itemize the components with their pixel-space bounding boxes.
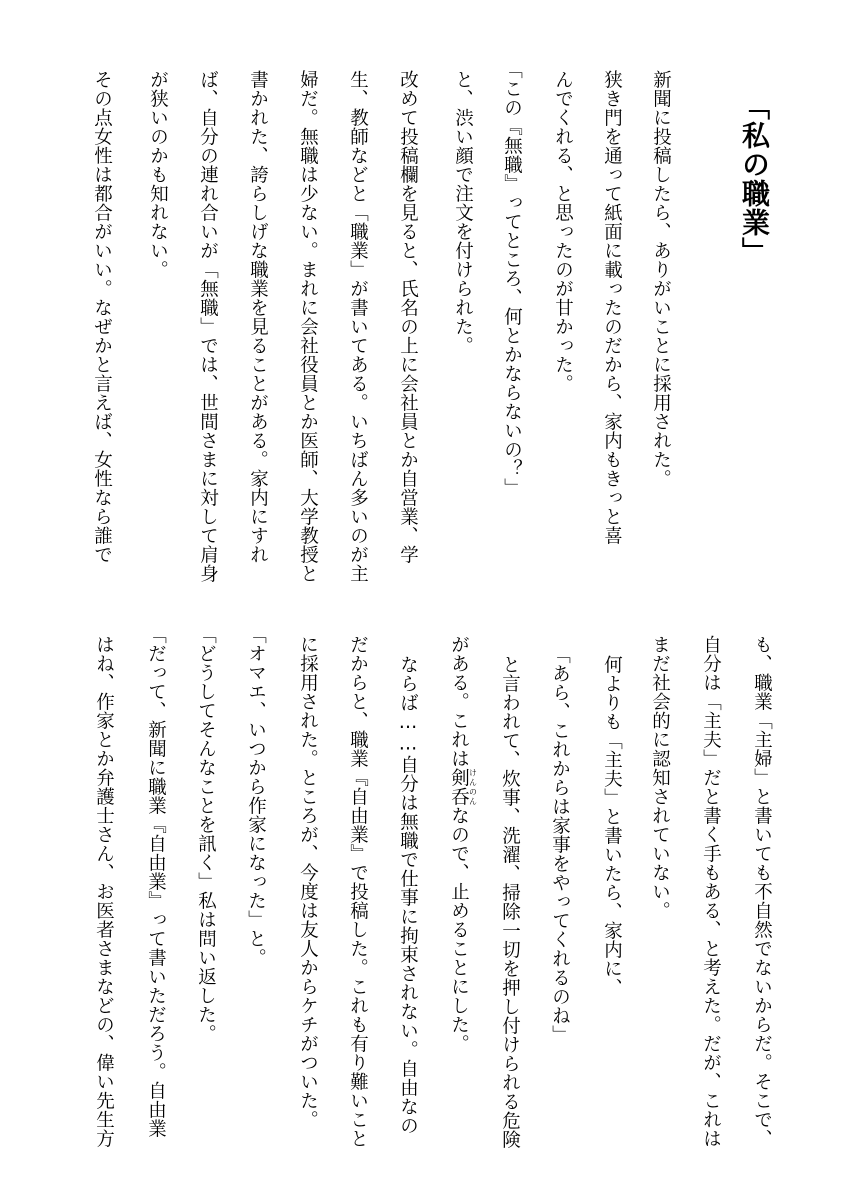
text-column-bottom-1: も、職業「主婦」と書いても不自然でないからだ。そこで、: [751, 635, 773, 1148]
text-column-bottom-11: 「オマエ、いつから作家になった」と。: [245, 625, 267, 967]
text-column-top-6: 改めて投稿欄を見ると、氏名の上に会社員とか自営業、学: [397, 70, 419, 564]
ruby-reading: けんのん: [468, 768, 478, 806]
text-column-bottom-5: 「あら、これからは家事をやってくれるのね」: [549, 645, 571, 1044]
text-column-bottom-4: 何よりも「主夫」と書いたら、家内に、: [601, 655, 623, 997]
text-column-top-9: 書かれた、誇らしげな職業を見ることがある。家内にすれ: [247, 70, 269, 564]
text-column-bottom-6: と言われて、炊事、洗濯、掃除一切を押し付けられる危険: [499, 655, 521, 1149]
text-column-top-8: 婦だ。無職は少ない。まれに会社役員とか医師、大学教授と: [297, 70, 319, 583]
text-column-top-10: ば、自分の連れ合いが「無職」では、世間さまに対して肩身: [197, 70, 219, 583]
text-column-bottom-12: 「どうしてそんなことを訊く」私は問い返した。: [195, 625, 217, 1043]
ruby-word: [448, 768, 478, 806]
text-column-top-11: が狭いのかも知れない。: [147, 70, 169, 279]
text-column-top-3: んでくれる、と思ったのが甘かった。: [552, 70, 574, 393]
text-column-top-5: と、渋い顔で注文を付けられた。: [452, 70, 474, 355]
ruby-base: 剣呑: [448, 768, 470, 806]
text-column-bottom-8: ならば……自分は無職で仕事に拘束されない。自由なの: [397, 655, 419, 1135]
text-column-bottom-14: はね、作家とか弁護士さん、お医者さまなどの、偉い先生方: [93, 635, 115, 1148]
essay-title: 「私の職業」: [738, 92, 771, 266]
text-column-bottom-10: に採用された。ところが、今度は友人からケチがついた。: [297, 635, 319, 1129]
text-column-top-7: 生、教師などと「職業」が書いてある。いちばん多いのが主: [347, 70, 369, 583]
text-column-bottom-3: まだ社会的に認知されていない。: [649, 635, 671, 920]
text-column-bottom-7: [449, 635, 477, 1053]
text-column-bottom-2: 自分は「主夫」だと書く手もある、と考えた。だが、これは: [700, 635, 722, 1148]
text-run: なので、止めることにした。: [448, 806, 470, 1053]
text-column-bottom-9: だからと、職業『自由業』で投稿した。これも有り難いこと: [347, 635, 369, 1148]
text-column-top-1: 新聞に投稿したら、ありがいことに採用された。: [650, 70, 672, 488]
text-column-top-12: その点女性は都合がいい。なぜかと言えば、女性なら誰で: [91, 70, 113, 564]
text-column-top-2: 狭き門を通って紙面に載ったのだから、家内もきっと喜: [601, 70, 623, 545]
text-column-top-4: 「この『無職』ってところ、何とかならないの？」: [501, 60, 523, 497]
text-run: がある。これは: [448, 635, 470, 768]
text-column-bottom-13: 「だって、新聞に職業『自由業』って書いただろう。自由業: [145, 625, 167, 1138]
